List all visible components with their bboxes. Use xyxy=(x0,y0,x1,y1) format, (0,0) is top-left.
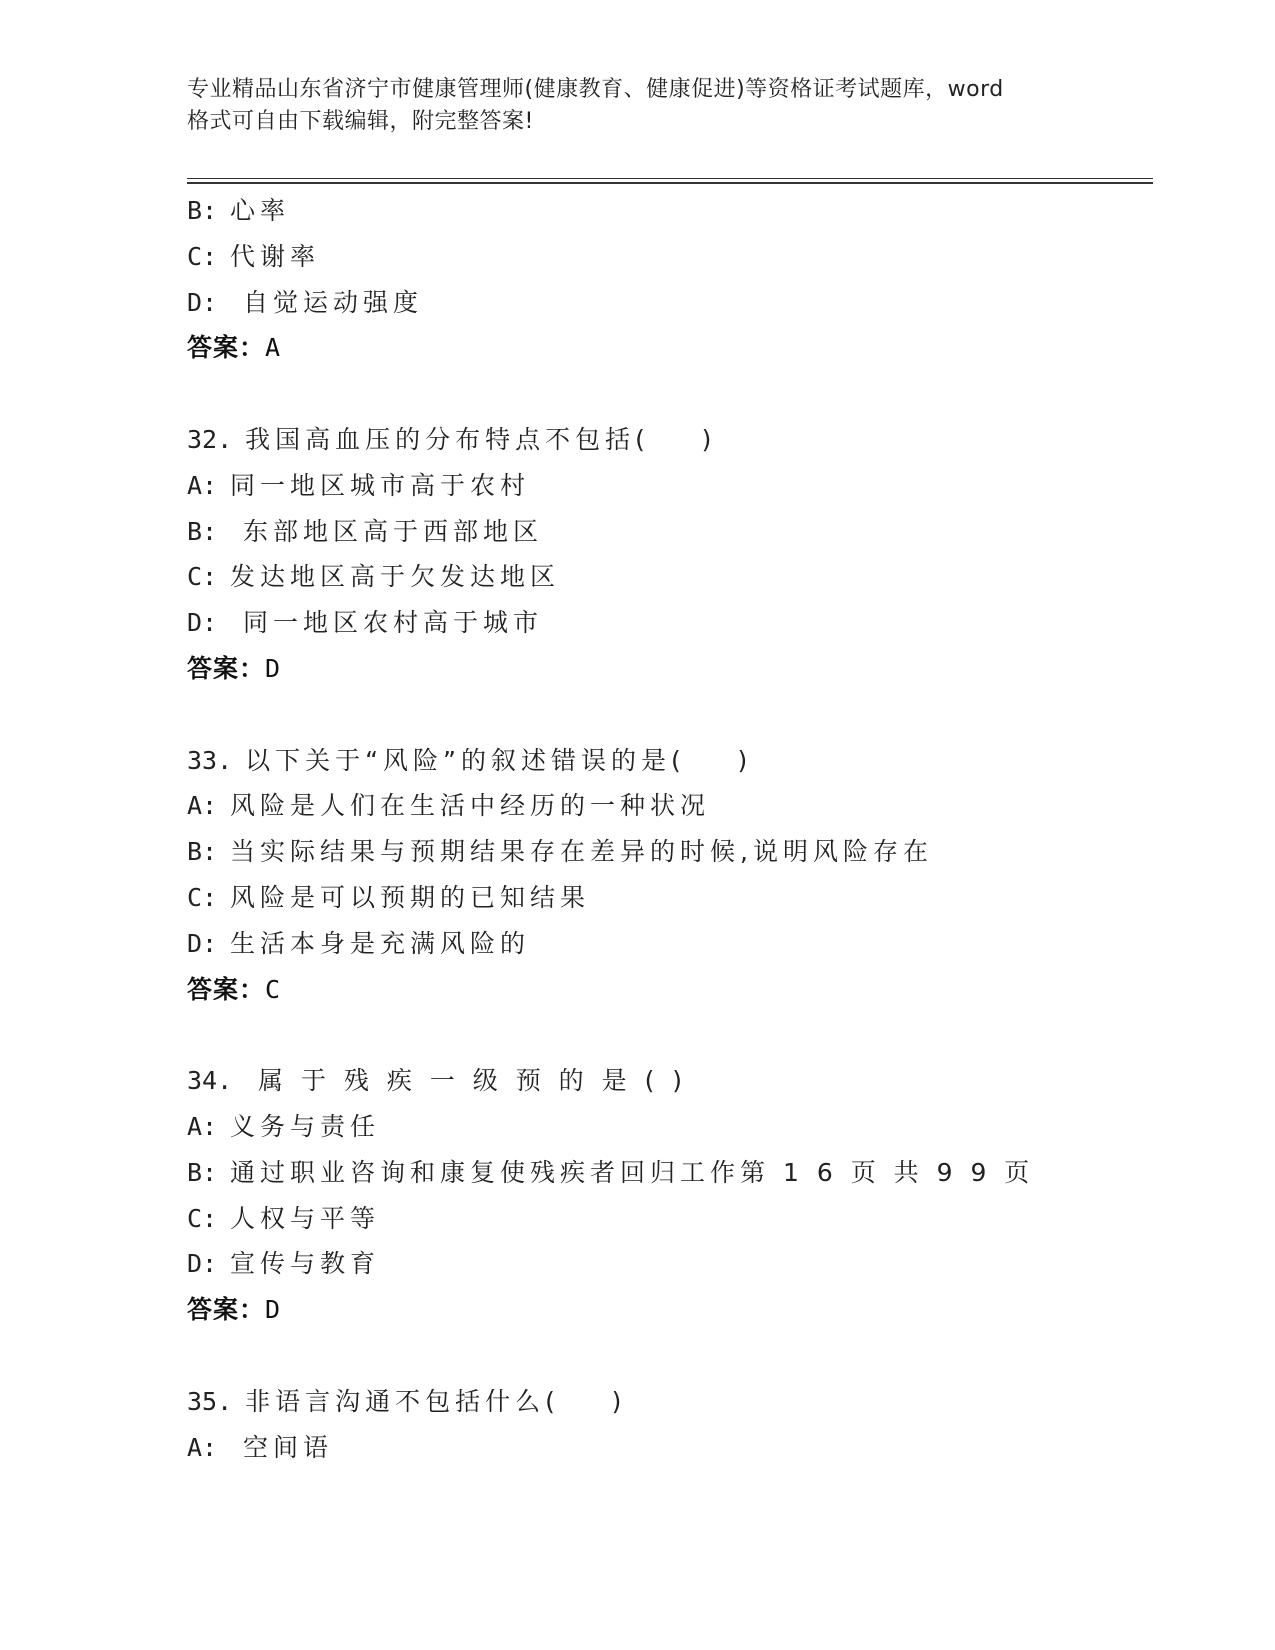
option-b: B: 通过职业咨询和康复使残疾者回归工作第 1 6 页 共 9 9 页 xyxy=(187,1157,1035,1187)
option-c: C: 人权与平等 xyxy=(187,1203,381,1233)
option-d: D: 自觉运动强度 xyxy=(187,287,424,317)
option-a: A: 同一地区城市高于农村 xyxy=(187,470,531,500)
question-stem: 34. 属 于 残 疾 一 级 预 的 是 ( ) xyxy=(187,1066,688,1096)
spacer xyxy=(187,371,1147,417)
header-rule-thin xyxy=(187,178,1153,179)
question-stem: 35. 非语言沟通不包括什么( ) xyxy=(187,1386,627,1416)
option-d: D: 生活本身是充满风险的 xyxy=(187,928,531,958)
option-b: B: 东部地区高于西部地区 xyxy=(187,516,544,546)
answer-line: 答案：C xyxy=(187,974,281,1004)
option-a: A: 义务与责任 xyxy=(187,1111,381,1141)
option-b: B: 心率 xyxy=(187,196,291,225)
question-block-33 xyxy=(187,738,1147,1013)
question-block-35 xyxy=(187,1379,1147,1471)
spacer xyxy=(187,692,1147,738)
spacer xyxy=(187,1012,1147,1058)
header-line-1: 专业精品山东省济宁市健康管理师(健康教育、健康促进)等资格证考试题库，word xyxy=(187,77,1004,102)
document-header xyxy=(187,74,1087,138)
answer-line: 答案：D xyxy=(187,653,281,683)
option-b: B: 当实际结果与预期结果存在差异的时候,说明风险存在 xyxy=(187,837,934,867)
answer-line: 答案：A xyxy=(187,333,281,363)
question-block-34 xyxy=(187,1058,1147,1333)
option-c: C: 代谢率 xyxy=(187,241,321,271)
option-d: D: 同一地区农村高于城市 xyxy=(187,608,544,638)
question-block-32 xyxy=(187,417,1147,692)
option-d: D: 宣传与教育 xyxy=(187,1249,381,1279)
question-stem: 32. 我国高血压的分布特点不包括( ) xyxy=(187,424,717,454)
question-stem: 33. 以下关于“风险”的叙述错误的是( ) xyxy=(187,745,753,775)
spacer xyxy=(187,1333,1147,1379)
question-list xyxy=(187,188,1147,1470)
answer-line: 答案：D xyxy=(187,1295,281,1325)
header-line-2: 格式可自由下载编辑，附完整答案! xyxy=(187,109,534,134)
option-a: A: 空间语 xyxy=(187,1432,334,1462)
header-rule-thick xyxy=(187,182,1153,184)
option-c: C: 发达地区高于欠发达地区 xyxy=(187,562,561,592)
option-a: A: 风险是人们在生活中经历的一种状况 xyxy=(187,791,711,821)
option-c: C: 风险是可以预期的已知结果 xyxy=(187,882,591,912)
question-block-prev xyxy=(187,188,1147,371)
